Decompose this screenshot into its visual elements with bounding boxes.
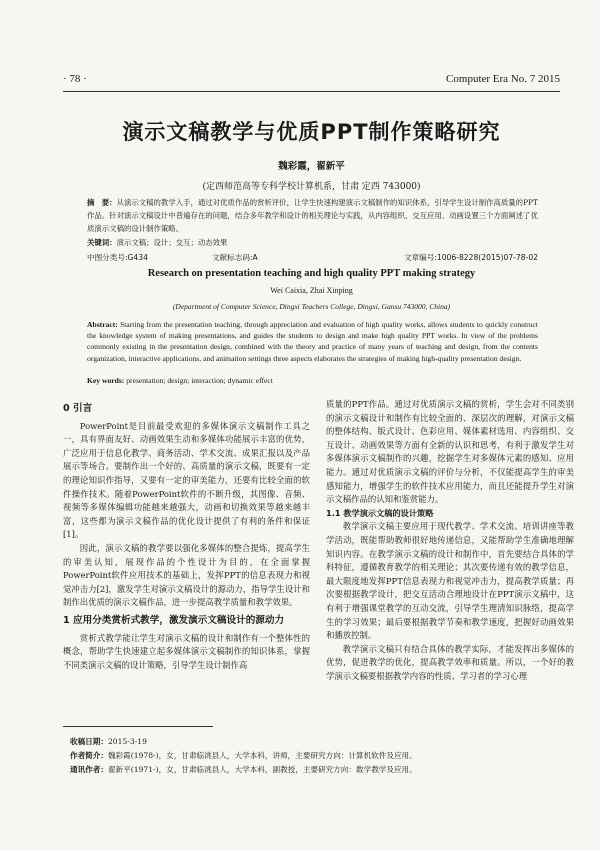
clc-number: 中图分类号:G434 bbox=[87, 253, 148, 262]
english-affiliation: (Department of Computer Science, Dingxi Teachers College, Dingxi, Gansu 743000, China) bbox=[172, 302, 451, 311]
abstract-cn bbox=[87, 196, 538, 235]
received-label: 收稿日期： bbox=[70, 737, 108, 746]
left-column bbox=[63, 398, 310, 672]
keywords-cn bbox=[87, 237, 538, 248]
authors: 魏彩霞，翟新平 bbox=[278, 161, 345, 172]
running-header bbox=[63, 71, 560, 89]
paragraph: 赏析式教学能让学生对演示文稿的设计和制作有一个整体性的概念，帮助学生快速建立起多媒体演示文稿制作的知识体系，掌握不同类演示文稿的设计策略，引导学生设计制作高 bbox=[63, 632, 310, 670]
subsection-1-1-heading: 1.1 教学演示文稿的设计策略 bbox=[326, 507, 434, 518]
section-1-heading: 1 应用分类赏析式教学，激发演示文稿设计的源动力 bbox=[63, 614, 285, 626]
paragraph: 质量的PPT作品。通过对优质演示文稿的赏析，学生会对不同类别的演示文稿设计和制作有比较全面的、深层次的理解，对演示文稿的整体结构、版式设计、色彩应用、媒体素材选用、内容组织、交互设计、动画效果等方面有全新的认识和思考，有利于激发学生对多媒体演示文稿制作的兴趣，挖掘学生对多媒体元素的感知、应用能力。通过对优质演示文稿的评价与分析，不仅能提高学生的审美感知能力，增强学生的软件技术应用能力，而且还能提升学生对演示文稿作品的认知和鉴赏能力。 bbox=[326, 399, 574, 505]
author-bio-label: 作者简介： bbox=[70, 751, 108, 760]
received-date bbox=[70, 735, 560, 749]
english-title: Research on presentation teaching and high quality PPT making strategy bbox=[147, 268, 476, 279]
footnotes bbox=[70, 735, 560, 777]
english-abstract bbox=[87, 319, 538, 364]
section-0-heading: 0 引言 bbox=[63, 403, 93, 414]
english-abstract-text: Starting from the presentation teaching, through appreciation and evaluation of high quality works, allows students to quickly construct the knowledge system of making presentations, and guides the students to design and make high quality PPT works. In view of the problems commonly existing in the presentation design, combined with the theory and practice of many years of teaching and design, from the contents organization, interactive applications, and animation settings three aspects elaborates the strategies of making high-quality presentation design. bbox=[87, 320, 538, 363]
article-title: 演示文稿教学与优质PPT制作策略研究 bbox=[122, 120, 501, 144]
abstract-cn-text: 从演示文稿的教学入手，通过对优质作品的赏析评价，让学生快速构建演示文稿制作的知识体系，引导学生设计制作高质量的PPT作品。针对演示文稿设计中普遍存在的问题，结合多年教学和设计的相关理论与实践，从内容组织、交互应用、动画设置三个方面阐述了优质演示文稿的设计制作策略。 bbox=[87, 198, 538, 233]
english-keywords-text: presentation; design; interaction; dynamic effect bbox=[124, 376, 273, 385]
affiliation: (定西师范高等专科学校计算机系，甘肃 定西 743000) bbox=[202, 182, 421, 192]
english-abstract-label: Abstract: bbox=[87, 320, 118, 329]
paragraph: 教学演示文稿主要应用于现代教学、学术交流、培训讲座等教学活动，既能帮助教师很好地传递信息，又能帮助学生准确地理解知识内容。在教学演示文稿的设计和制作中，首先要结合具体的学科特征，遵循教育教学的相关理论；其次要传递有效的教学信息，最大限度地发挥PPT信息表现力和视觉冲击力，提高教学质量；再次要根据教学设计，把交互活动合理地设计在PPT演示文稿中，这有利于增强课堂教学的互动交流，引导学生理清知识脉络，提高学生的学习效果；最后要根据教学节奏和教学速度，把握好动画效果和播放控制。 bbox=[326, 521, 574, 641]
paragraph: PowerPoint是目前最受欢迎的多媒体演示文稿制作工具之一，具有界面友好、动画效果生动和多媒体功能展示丰富的优势，广泛应用于信息化教学、商务活动、学术交流、成果汇报以及产品展示等场合。要制作出一个好的、高质量的演示文稿，既要有一定的理论知识作指导，又要有一定的审美能力，还要有比较全面的软件操作技术。随着PowerPoint软件的不断升级，其图像、音频、视频等多媒体编辑功能越来越强大，动画和切换效果等越来越丰富，这些都为演示文稿作品的优化设计提供了有利的条件和保证[1]。 bbox=[63, 420, 310, 540]
keywords-cn-label: 关键词： bbox=[87, 238, 117, 247]
page-number: · 78 · bbox=[63, 73, 87, 85]
document-code: 文献标志码:A bbox=[212, 253, 258, 262]
paragraph: 因此，演示文稿的教学要以强化多媒体的整合提炼，提高学生的审美认知，展现作品的个性设计为目的，在全面掌握PowerPoint软件应用技术的基础上，发挥PPT的信息表现力和视觉冲击力[2]，激发学生对演示文稿设计的源动力，指导学生设计和制作出优质的演示文稿作品，进一步提高教学质量和教学效果。 bbox=[63, 542, 310, 608]
article-id: 文章编号:1006-8228(2015)07-78-02 bbox=[403, 253, 538, 262]
right-column bbox=[326, 398, 574, 683]
keywords-cn-text: 演示文稿；设计；交互；动态效果 bbox=[116, 238, 228, 247]
journal-issue: Computer Era No. 7 2015 bbox=[446, 73, 560, 85]
abstract-cn-label: 摘 要： bbox=[87, 198, 117, 207]
paragraph: 教学演示文稿只有结合具体的教学实际，才能发挥出多媒体的优势，促进教学的优化，提高教学效率和质量。所以，一个好的教学演示文稿要根据教学内容的性质、学习者的学习心理 bbox=[326, 643, 574, 681]
corresponding-text: 翟新平(1971-)，女，甘肃临洮县人，大学本科，副教授，主要研究方向：数学教学及应用。 bbox=[107, 765, 417, 774]
english-keywords bbox=[87, 376, 538, 385]
corresponding-label: 通讯作者： bbox=[70, 765, 108, 774]
received-value: 2015-3-19 bbox=[107, 737, 147, 746]
english-authors: Wei Caixia, Zhai Xinping bbox=[270, 286, 353, 295]
author-bio bbox=[70, 749, 560, 763]
corresponding-author bbox=[70, 763, 560, 777]
footnote-divider bbox=[63, 726, 213, 727]
header-divider bbox=[63, 91, 560, 92]
english-keywords-label: Key words: bbox=[87, 376, 125, 385]
author-bio-text: 魏彩霞(1978-)，女，甘肃临洮县人，大学本科，讲师，主要研究方向：计算机软件及应用。 bbox=[107, 751, 417, 760]
